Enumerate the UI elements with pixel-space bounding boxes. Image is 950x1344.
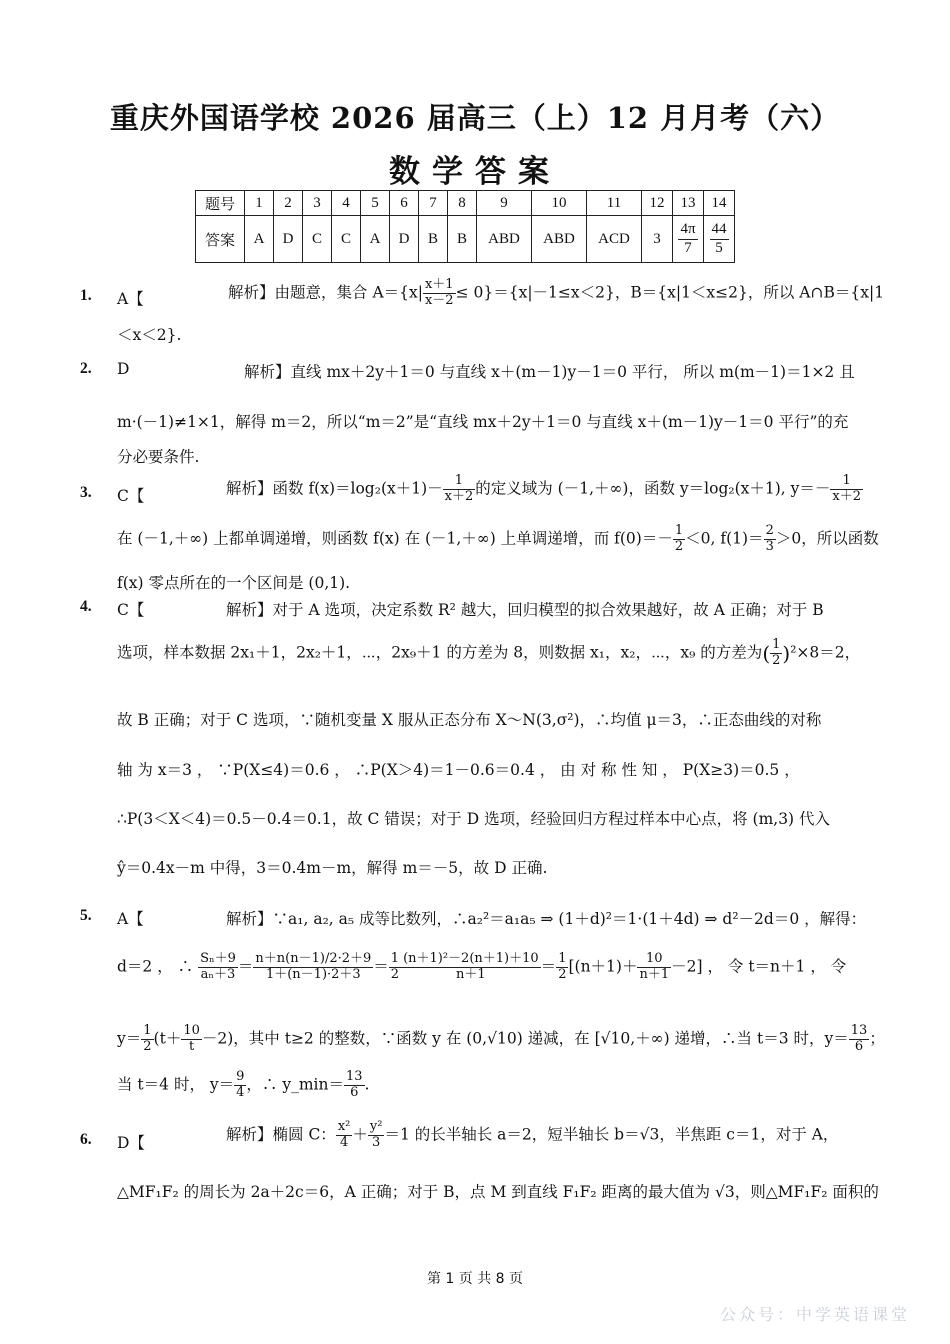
question-number-label: 1.	[80, 287, 92, 304]
question-number: 9	[477, 191, 532, 216]
question-number: 14	[704, 191, 735, 216]
solution-text: y＝ $\frac{1}{2}$ (t＋ $\frac{10}{t}$ －2)，其中 t≥2 的整数，∵函数 y 在 (0,√10) 递减，在 [√10,＋∞) 递增，∴当 t＝3 时，y＝ $\frac{13}{6}$ ；	[117, 1023, 885, 1054]
question-number: 1	[245, 191, 274, 216]
question-number-label: 4.	[80, 598, 92, 615]
watermark: 公众号：中学英语课堂	[719, 1305, 910, 1324]
answer-cell: 3	[642, 216, 673, 263]
answer-label: D【	[117, 1134, 145, 1152]
solution-text: 分必要条件.	[117, 448, 200, 466]
question-number-label: 2.	[80, 360, 92, 377]
answer-cell: ABD	[477, 216, 532, 263]
page-footer: 第 1 页 共 8 页	[426, 1271, 524, 1287]
row-header-answer: 答案	[196, 216, 245, 263]
answer-cell: B	[419, 216, 448, 263]
solution-text: 解析】椭圆 C： $\frac{\text{x²}}{4}$ ＋ $\frac{\text{y²}}{3}$ ＝1 的长半轴长 a＝2，短半轴长 b＝√3，半焦距 c＝1，对于 A，	[226, 1119, 839, 1150]
answer-cell: A	[245, 216, 274, 263]
solution-text: 解析】∵a₁, a₂, a₅ 成等比数列，∴a₂²＝a₁a₅ ⇒ (1＋d)²＝1·(1＋4d) ⇒ d²－2d＝0 ，解得：	[226, 910, 867, 928]
solution-text: 解析】对于 A 选项，决定系数 R² 越大，回归模型的拟合效果越好，故 A 正确；对于 B	[226, 601, 824, 619]
solution-text: 解析】直线 mx＋2y＋1＝0 与直线 x＋(m－1)y－1＝0 平行， 所以 m(m－1)＝1×2 且	[244, 363, 855, 381]
question-number: 10	[532, 191, 587, 216]
answer-cell: C	[332, 216, 361, 263]
solution-text: 故 B 正确；对于 C 选项，∵随机变量 X 服从正态分布 X～N(3,σ²)，∴均值 μ＝3，∴正态曲线的对称	[117, 711, 822, 729]
question-number: 4	[332, 191, 361, 216]
answer-label: C【	[117, 601, 145, 619]
answer-label: A【	[117, 290, 144, 308]
question-number: 8	[448, 191, 477, 216]
page-title: 重庆外国语学校 2026 届高三（上）12 月月考（六）	[109, 101, 841, 135]
answer-label: D	[117, 360, 130, 378]
answer-label: A【	[117, 910, 144, 928]
solution-text: △MF₁F₂ 的周长为 2a＋2c＝6，A 正确；对于 B，点 M 到直线 F₁F₂ 距离的最大值为 √3，则△MF₁F₂ 面积的	[117, 1183, 879, 1201]
row-header-number: 题号	[196, 191, 245, 216]
answer-cell: ACD	[587, 216, 642, 263]
question-number: 2	[274, 191, 303, 216]
solution-text: ŷ＝0.4x－m 中得，3＝0.4m－m，解得 m＝－5，故 D 正确.	[117, 859, 548, 877]
solution-text: ∴P(3＜X＜4)＝0.5－0.4＝0.1，故 C 错误；对于 D 选项，经验回归方程过样本中心点，将 (m,3) 代入	[117, 810, 831, 828]
question-number: 3	[303, 191, 332, 216]
question-number-label: 3.	[80, 484, 92, 501]
answer-cell: D	[274, 216, 303, 263]
answer-cell-13: $\frac{4\pi}{7}$	[673, 216, 704, 263]
answer-cell: B	[448, 216, 477, 263]
solution-text: 选项，样本数据 2x₁＋1，2x₂＋1，⋯，2x₉＋1 的方差为 8，则数据 x₁，x₂，⋯，x₉ 的方差为( $\frac{1}{2}$ )²×8＝2，	[117, 637, 861, 668]
solution-text: 解析】由题意，集合 A＝{x| $\frac{x+1}{x-2}$ ≤ 0}＝{x|－1≤x＜2}，B＝{x|1＜x≤2}，所以 A∩B＝{x|1	[228, 277, 885, 308]
answer-cell: ABD	[532, 216, 587, 263]
answer-cell: C	[303, 216, 332, 263]
solution-text: d＝2 ， ∴ $\frac{\text{Sₙ＋9}}{\text{aₙ＋3}}$ ＝ $\frac{n+n(n-1)/2\cdot 2+9}{1+(n-1)\cdot 2+3}$ ＝ $\frac{1}{2}$ $\frac{\text{(n＋1)²－2(n＋1)＋10}}{n+1}$ ＝ $\frac{1}{2}$ [(n＋1)＋ $\frac{10}{n+1}$ －2] ， 令 t＝n＋1 ， 令	[117, 951, 847, 982]
answer-cell: D	[390, 216, 419, 263]
answer-table	[195, 190, 735, 263]
answer-label: C【	[117, 487, 145, 505]
question-number: 11	[587, 191, 642, 216]
solution-text: ＜x＜2}.	[117, 326, 182, 344]
question-number: 12	[642, 191, 673, 216]
solution-text: 轴 为 x＝3 ， ∵P(X≤4)＝0.6 ， ∴P(X＞4)＝1－0.6＝0.4 ， 由 对 称 性 知 ， P(X≥3)＝0.5 ，	[117, 761, 800, 779]
question-number-label: 6.	[80, 1131, 92, 1148]
solution-text: 当 t＝4 时， y＝ $\frac{9}{4}$ ，∴ y_min＝ $\frac{13}{6}$ .	[117, 1069, 370, 1100]
question-number: 5	[361, 191, 390, 216]
question-number: 6	[390, 191, 419, 216]
solution-text: m·(－1)≠1×1，解得 m＝2，所以“m＝2”是“直线 mx＋2y＋1＝0 与直线 x＋(m－1)y－1＝0 平行”的充	[117, 413, 849, 431]
solution-text: f(x) 零点所在的一个区间是 (0,1).	[117, 574, 351, 592]
question-number: 13	[673, 191, 704, 216]
answer-cell: A	[361, 216, 390, 263]
solution-text: 在 (－1,＋∞) 上都单调递增，则函数 f(x) 在 (－1,＋∞) 上单调递增，而 f(0)＝－ $\frac{1}{2}$ ＜0, f(1)＝ $\frac{2}{3}$ ＞0，所以函数	[117, 523, 879, 554]
solution-text: 解析】函数 f(x)＝log₂(x＋1)－ $\frac{1}{x+2}$ 的定义域为 (－1,＋∞)，函数 y＝log₂(x＋1), y＝－ $\frac{1}{x+2}$	[226, 473, 861, 504]
page-subtitle: 数学答案	[389, 154, 561, 190]
question-number-label: 5.	[80, 907, 92, 924]
answer-cell-14: $\frac{44}{5}$	[704, 216, 735, 263]
question-number: 7	[419, 191, 448, 216]
